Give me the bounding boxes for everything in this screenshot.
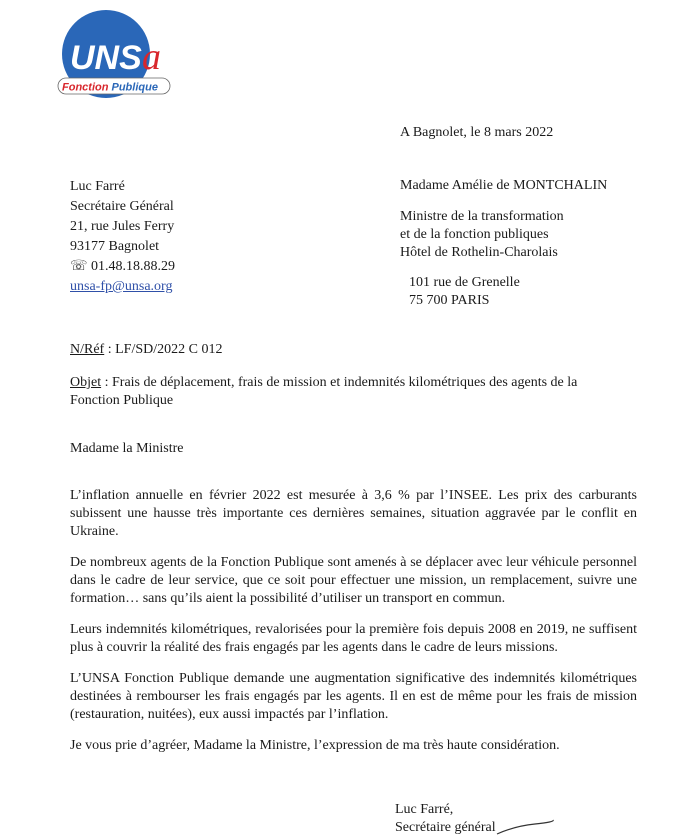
recipient-role-line2: et de la fonction publiques: [400, 227, 549, 242]
subject-value: : Frais de déplacement, frais de mission et indemnités kilométriques des agents de la Fonction Publique: [70, 375, 578, 408]
recipient-role-line1: Ministre de la transformation: [400, 209, 564, 224]
body-paragraph: L’inflation annuelle en février 2022 est mesurée à 3,6 % par l’INSEE. Les prix des carburants subissent une hausse très importante ces dernières semaines, situation aggravée par le conflit en Ukraine.: [70, 488, 637, 539]
recipient-city: 75 700 PARIS: [409, 293, 490, 308]
sender-phone-line: [70, 257, 175, 277]
subject-line: [70, 374, 630, 410]
reference-line: [70, 342, 222, 358]
closing-paragraph: Je vous prie d’agréer, Madame la Ministre, l’expression de ma très haute considération.: [70, 738, 560, 753]
recipient-street: 101 rue de Grenelle: [409, 275, 520, 290]
logo-a-letter: a: [142, 36, 161, 78]
body-paragraph: De nombreux agents de la Fonction Publique sont amenés à se déplacer avec leur véhicule personnel dans le cadre de leur service, que ce soit pour effectuer une mission, un remplacement, suivre une formation… sans qu’ils aient la possibilité d’utiliser un transport en commun.: [70, 555, 637, 606]
letter-date: A Bagnolet, le 8 mars 2022: [400, 125, 554, 140]
signature-block: [395, 801, 496, 837]
sender-email-link[interactable]: unsa-fp@unsa.org: [70, 279, 173, 294]
recipient-building: Hôtel de Rothelin-Charolais: [400, 245, 558, 260]
subject-label: Objet: [70, 375, 102, 390]
telephone-icon: ☏: [70, 259, 88, 274]
sender-street: 21, rue Jules Ferry: [70, 219, 175, 234]
reference-label: N/Réf: [70, 342, 105, 357]
sender-name: Luc Farré: [70, 179, 125, 194]
sender-title: Secrétaire Général: [70, 199, 174, 214]
handwritten-signature: [495, 818, 555, 836]
logo-subtitle: Fonction Publique: [62, 81, 158, 94]
signature-name: Luc Farré,: [395, 802, 454, 817]
recipient-name: Madame Amélie de MONTCHALIN: [400, 178, 608, 193]
body-paragraph: L’UNSA Fonction Publique demande une augmentation significative des indemnités kilométriques destinées à rembourser les frais engagés par les agents. Il en est de même pour les frais de mission (restauration, nuitées), eux aussi impactés par l’inflation.: [70, 671, 637, 722]
reference-value: : LF/SD/2022 C 012: [104, 342, 223, 357]
salutation: Madame la Ministre: [70, 441, 184, 456]
sender-block: [70, 177, 175, 297]
sender-phone: 01.48.18.88.29: [91, 259, 176, 274]
unsa-fonction-publique-logo: [56, 6, 176, 106]
sender-city: 93177 Bagnolet: [70, 239, 160, 254]
signature-title: Secrétaire général: [395, 820, 496, 835]
logo-brand-text: UNS: [70, 39, 142, 77]
body-paragraph: Leurs indemnités kilométriques, revalorisées pour la première fois depuis 2008 en 2019, ne suffisent plus à couvrir la réalité des frais engagés par les agents dans le cadre de leurs missions.: [70, 622, 637, 655]
recipient-block: [400, 177, 607, 310]
